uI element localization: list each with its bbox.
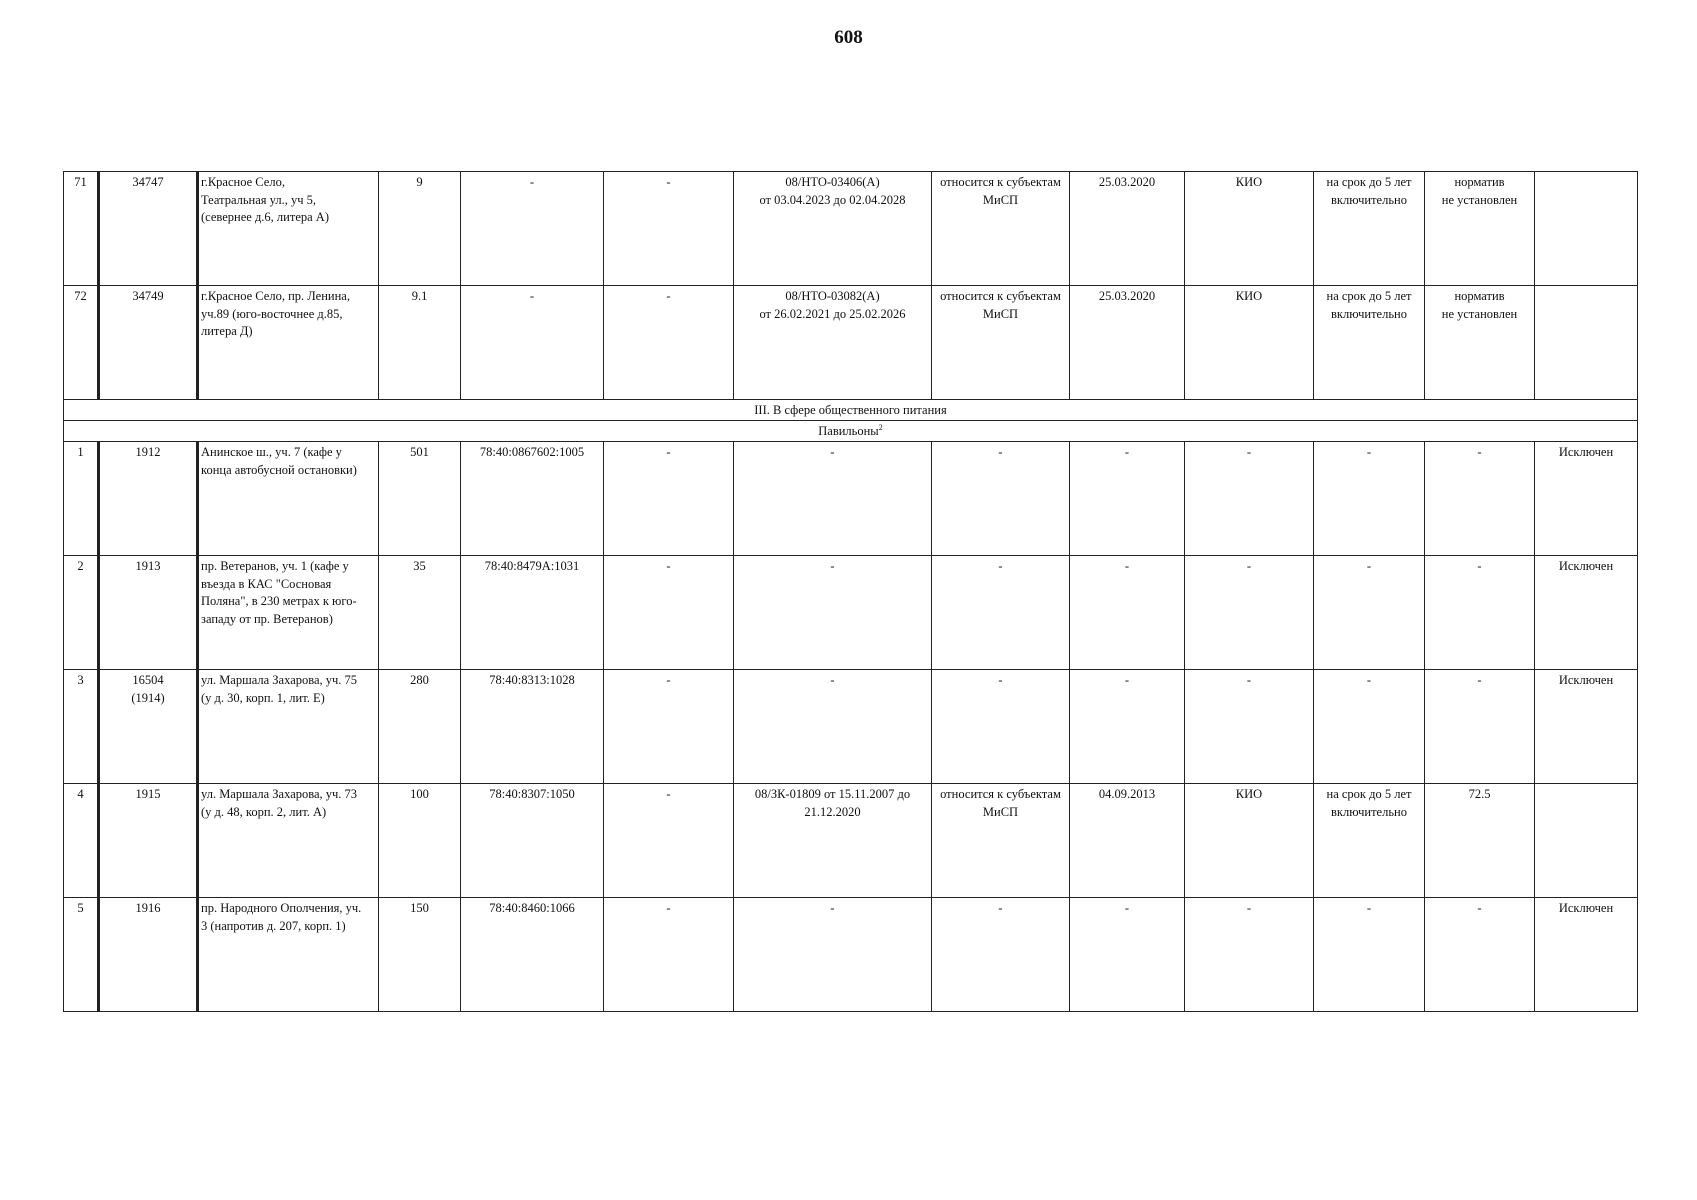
norm-cell: -: [1425, 556, 1535, 670]
contract-cell: -: [734, 670, 932, 784]
table-body-top: [64, 172, 1638, 400]
smb-category-cell: относится к субъектам МиСП: [932, 172, 1070, 286]
smb-category-cell: -: [932, 442, 1070, 556]
term-cell: -: [1314, 442, 1425, 556]
smb-category-cell: -: [932, 670, 1070, 784]
row-number-cell: 3: [64, 670, 99, 784]
cadastral-number-cell: -: [461, 172, 604, 286]
contract-cell: 08/ЗК-01809 от 15.11.2007 до 21.12.2020: [734, 784, 932, 898]
table-row: [64, 670, 1638, 784]
area-cell: 100: [379, 784, 461, 898]
table-row: [64, 172, 1638, 286]
date-cell: 25.03.2020: [1070, 172, 1185, 286]
cadastral-number-cell: 78:40:8460:1066: [461, 898, 604, 1012]
date-cell: -: [1070, 898, 1185, 1012]
address-cell: Анинское ш., уч. 7 (кафе у конца автобусной остановки): [198, 442, 379, 556]
cadastral-number-cell: 78:40:8307:1050: [461, 784, 604, 898]
term-cell: на срок до 5 лет включительно: [1314, 784, 1425, 898]
norm-cell: норматив не установлен: [1425, 172, 1535, 286]
organization-cell: КИО: [1185, 172, 1314, 286]
row-number-cell: 2: [64, 556, 99, 670]
note-cell: Исключен: [1535, 442, 1638, 556]
column-6-cell: -: [604, 172, 734, 286]
note-cell: Исключен: [1535, 670, 1638, 784]
cadastral-number-cell: 78:40:0867602:1005: [461, 442, 604, 556]
term-cell: -: [1314, 670, 1425, 784]
object-id-cell: 34747: [99, 172, 198, 286]
object-id-cell: 1912: [99, 442, 198, 556]
smb-category-cell: -: [932, 556, 1070, 670]
norm-cell: -: [1425, 898, 1535, 1012]
column-6-cell: -: [604, 442, 734, 556]
table-row: [64, 898, 1638, 1012]
row-number-cell: 5: [64, 898, 99, 1012]
note-cell: [1535, 784, 1638, 898]
column-6-cell: -: [604, 670, 734, 784]
note-cell: Исключен: [1535, 898, 1638, 1012]
contract-cell: 08/НТО-03406(А) от 03.04.2023 до 02.04.2028: [734, 172, 932, 286]
norm-cell: -: [1425, 442, 1535, 556]
smb-category-cell: -: [932, 898, 1070, 1012]
address-cell: г.Красное Село, Театральная ул., уч 5, (севернее д.6, литера А): [198, 172, 379, 286]
organization-cell: -: [1185, 556, 1314, 670]
area-cell: 280: [379, 670, 461, 784]
note-cell: Исключен: [1535, 556, 1638, 670]
address-cell: пр. Народного Ополчения, уч. 3 (напротив д. 207, корп. 1): [198, 898, 379, 1012]
date-cell: -: [1070, 670, 1185, 784]
smb-category-cell: относится к субъектам МиСП: [932, 286, 1070, 400]
area-cell: 501: [379, 442, 461, 556]
address-cell: ул. Маршала Захарова, уч. 73 (у д. 48, корп. 2, лит. А): [198, 784, 379, 898]
date-cell: 04.09.2013: [1070, 784, 1185, 898]
organization-cell: КИО: [1185, 286, 1314, 400]
term-cell: -: [1314, 898, 1425, 1012]
contract-cell: -: [734, 556, 932, 670]
address-cell: г.Красное Село, пр. Ленина, уч.89 (юго-восточнее д.85, литера Д): [198, 286, 379, 400]
organization-cell: КИО: [1185, 784, 1314, 898]
subsection-row: [64, 421, 1638, 442]
row-number-cell: 4: [64, 784, 99, 898]
table-row: [64, 442, 1638, 556]
contract-cell: -: [734, 898, 932, 1012]
term-cell: -: [1314, 556, 1425, 670]
area-cell: 35: [379, 556, 461, 670]
column-6-cell: -: [604, 784, 734, 898]
organization-cell: -: [1185, 670, 1314, 784]
column-6-cell: -: [604, 898, 734, 1012]
row-number-cell: 1: [64, 442, 99, 556]
object-id-cell: 16504 (1914): [99, 670, 198, 784]
organization-cell: -: [1185, 898, 1314, 1012]
smb-category-cell: относится к субъектам МиСП: [932, 784, 1070, 898]
object-id-cell: 1913: [99, 556, 198, 670]
area-cell: 9.1: [379, 286, 461, 400]
date-cell: -: [1070, 442, 1185, 556]
organization-cell: -: [1185, 442, 1314, 556]
cadastral-number-cell: 78:40:8479А:1031: [461, 556, 604, 670]
section-row: [64, 400, 1638, 421]
column-6-cell: -: [604, 286, 734, 400]
row-number-cell: 72: [64, 286, 99, 400]
row-number-cell: 71: [64, 172, 99, 286]
object-register-table: [63, 171, 1638, 1012]
table-row: [64, 286, 1638, 400]
area-cell: 9: [379, 172, 461, 286]
norm-cell: 72.5: [1425, 784, 1535, 898]
section-header: III. В сфере общественного питания: [64, 400, 1638, 421]
subsection-label: Павильоны: [818, 424, 879, 438]
column-6-cell: -: [604, 556, 734, 670]
note-cell: [1535, 172, 1638, 286]
section-rows: [64, 400, 1638, 442]
table-body-bottom: [64, 442, 1638, 1012]
note-cell: [1535, 286, 1638, 400]
page-number: 608: [834, 27, 863, 48]
contract-cell: 08/НТО-03082(А) от 26.02.2021 до 25.02.2026: [734, 286, 932, 400]
subsection-header: [64, 421, 1638, 442]
cadastral-number-cell: 78:40:8313:1028: [461, 670, 604, 784]
area-cell: 150: [379, 898, 461, 1012]
table-row: [64, 556, 1638, 670]
address-cell: пр. Ветеранов, уч. 1 (кафе у въезда в КАС "Сосновая Поляна", в 230 метрах к юго- западу от пр. Ветеранов): [198, 556, 379, 670]
table-row: [64, 784, 1638, 898]
cadastral-number-cell: -: [461, 286, 604, 400]
contract-cell: -: [734, 442, 932, 556]
date-cell: 25.03.2020: [1070, 286, 1185, 400]
term-cell: на срок до 5 лет включительно: [1314, 172, 1425, 286]
date-cell: -: [1070, 556, 1185, 670]
address-cell: ул. Маршала Захарова, уч. 75 (у д. 30, корп. 1, лит. Е): [198, 670, 379, 784]
object-id-cell: 34749: [99, 286, 198, 400]
footnote-marker: 2: [878, 422, 883, 432]
norm-cell: норматив не установлен: [1425, 286, 1535, 400]
object-id-cell: 1915: [99, 784, 198, 898]
object-id-cell: 1916: [99, 898, 198, 1012]
term-cell: на срок до 5 лет включительно: [1314, 286, 1425, 400]
norm-cell: -: [1425, 670, 1535, 784]
